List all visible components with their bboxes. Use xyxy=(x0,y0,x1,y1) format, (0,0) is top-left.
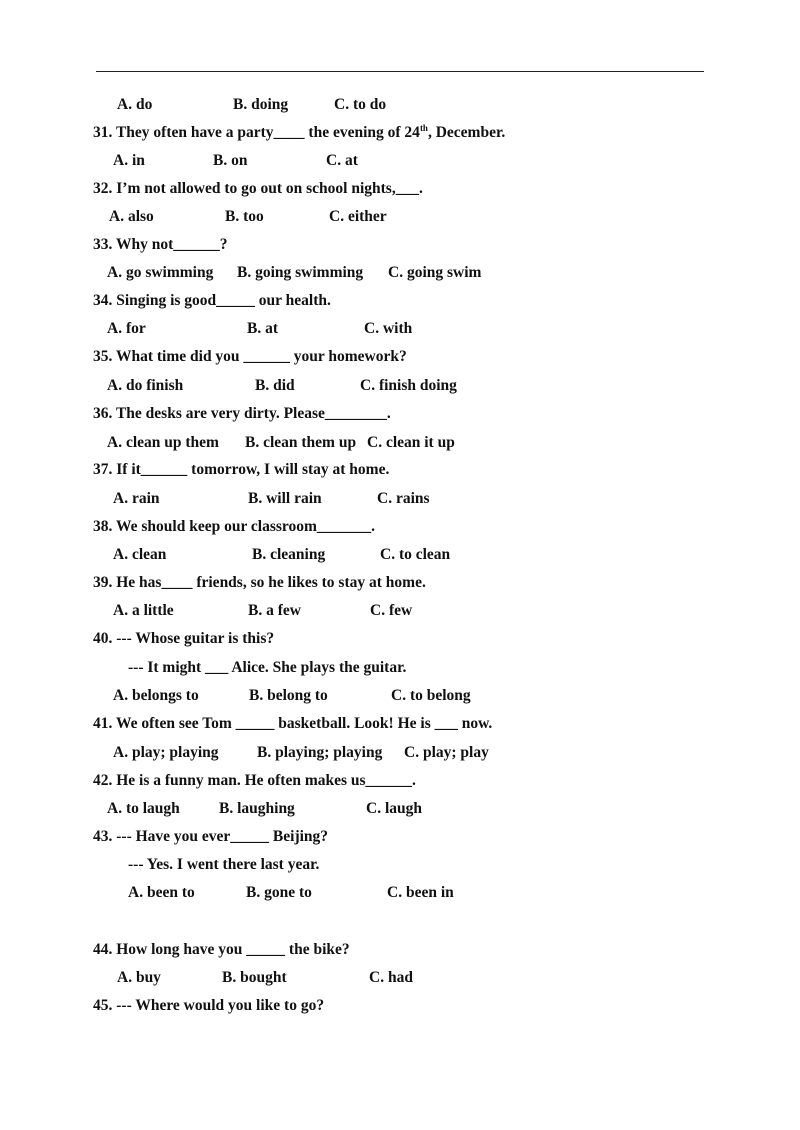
option-c: C. to do xyxy=(334,96,387,113)
question-39-stem: 39. He has____ friends, so he likes to stay at home. xyxy=(93,574,426,591)
option-a: A. do finish xyxy=(107,377,184,394)
option-c: C. finish doing xyxy=(360,377,457,394)
question-40-stem: 40. --- Whose guitar is this? xyxy=(93,630,275,647)
option-c: C. to clean xyxy=(380,546,451,563)
option-b: B. did xyxy=(255,377,295,394)
option-a: A. to laugh xyxy=(107,800,180,817)
option-b: B. bought xyxy=(222,969,287,986)
option-a: A. a little xyxy=(113,602,174,619)
option-b: B. laughing xyxy=(219,800,295,817)
question-40-reply: --- It might ___ Alice. She plays the guitar. xyxy=(128,659,407,676)
option-c: C. either xyxy=(329,208,387,225)
option-a: A. also xyxy=(109,208,154,225)
option-a: A. buy xyxy=(117,969,161,986)
option-a: A. been to xyxy=(128,884,195,901)
question-45-stem: 45. --- Where would you like to go? xyxy=(93,997,325,1014)
option-a: A. clean xyxy=(113,546,167,563)
option-c: C. laugh xyxy=(366,800,422,817)
option-c: C. at xyxy=(326,152,358,169)
question-42-stem: 42. He is a funny man. He often makes us______. xyxy=(93,772,416,789)
question-41-stem: 41. We often see Tom _____ basketball. Look! He is ___ now. xyxy=(93,715,493,732)
option-b: B. too xyxy=(225,208,264,225)
option-b: B. clean them up xyxy=(245,434,357,451)
option-c: C. to belong xyxy=(391,687,471,704)
option-c: C. had xyxy=(369,969,413,986)
option-b: B. going swimming xyxy=(237,264,364,281)
option-c: C. few xyxy=(370,602,413,619)
option-a: A. in xyxy=(113,152,145,169)
question-38-stem: 38. We should keep our classroom_______. xyxy=(93,518,376,535)
option-c: C. going swim xyxy=(388,264,482,281)
question-43-stem: 43. --- Have you ever_____ Beijing? xyxy=(93,828,329,845)
question-32-stem: 32. I’m not allowed to go out on school nights,___. xyxy=(93,180,423,197)
option-b: B. a few xyxy=(248,602,301,619)
option-c: C. play; play xyxy=(404,744,489,761)
option-c: C. clean it up xyxy=(367,434,455,451)
option-c: C. rains xyxy=(377,490,430,507)
question-43-reply: --- Yes. I went there last year. xyxy=(128,856,320,873)
option-b: B. playing; playing xyxy=(257,744,383,761)
question-34-stem: 34. Singing is good_____ our health. xyxy=(93,292,331,309)
question-33-stem: 33. Why not______? xyxy=(93,236,228,253)
header-rule xyxy=(96,71,704,72)
question-44-stem: 44. How long have you _____ the bike? xyxy=(93,941,350,958)
option-a: A. do xyxy=(117,96,153,113)
option-b: B. at xyxy=(247,320,278,337)
option-b: B. belong to xyxy=(249,687,328,704)
option-a: A. play; playing xyxy=(113,744,219,761)
option-a: A. go swimming xyxy=(107,264,214,281)
option-a: A. for xyxy=(107,320,146,337)
option-b: B. on xyxy=(213,152,248,169)
option-a: A. rain xyxy=(113,490,160,507)
option-b: B. cleaning xyxy=(252,546,326,563)
option-b: B. will rain xyxy=(248,490,322,507)
question-31-stem: 31. They often have a party____ the evening of 24th, December. xyxy=(93,123,506,141)
option-b: B. gone to xyxy=(246,884,312,901)
option-b: B. doing xyxy=(233,96,289,113)
option-a: A. belongs to xyxy=(113,687,199,704)
question-35-stem: 35. What time did you ______ your homework? xyxy=(93,348,407,365)
option-a: A. clean up them xyxy=(107,434,219,451)
question-37-stem: 37. If it______ tomorrow, I will stay at home. xyxy=(93,461,390,478)
option-c: C. with xyxy=(364,320,413,337)
question-36-stem: 36. The desks are very dirty. Please________. xyxy=(93,405,391,422)
option-c: C. been in xyxy=(387,884,454,901)
